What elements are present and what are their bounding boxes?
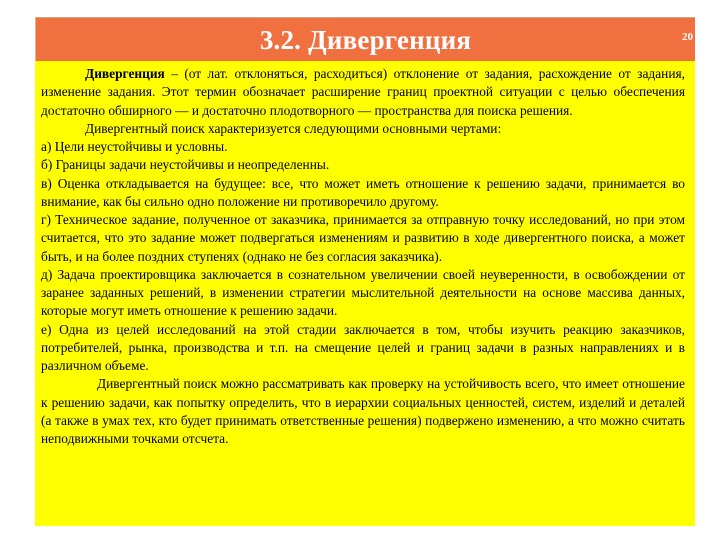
definition-term: Дивергенция — [85, 66, 165, 81]
feature-item: б) Границы задачи неустойчивы и неопределенны. — [41, 157, 330, 173]
slide-title: 3.2. Дивергенция — [259, 25, 472, 55]
page-number: 20 — [682, 31, 693, 43]
conclusion-paragraph: Дивергентный поиск можно рассматривать как проверку на устойчивость всего, что имеет отношение к решению задачи, как попытку определить, что в иерархии социальных ценностей, систем, изделий и деталей (а также в умах тех, кто будет принимать ответственные решения) подвержено изменению, а что можно считать неподвижными точками отсчета. — [41, 376, 685, 446]
slide-header — [35, 17, 695, 61]
definition-text: – (от лат. отклоняться, расходиться) отклонение от задания, расхождение от задания, изменение задания. Этот термин обозначает расширение границ проектной ситуации с целью обеспечения достаточно обширного — и достаточно плодотворного — пространства для поиска решения. — [41, 66, 685, 118]
features-intro: Дивергентный поиск характеризуется следующими основными чертами: — [85, 120, 502, 136]
feature-item: д) Задача проектировщика заключается в сознательном увеличении своей неуверенности, в освобождении от заранее заданных решений, в изменении стратегии мыслительной деятельности на основе массива данных, которые могут иметь отношение к решению задачи. — [41, 266, 685, 319]
feature-item: а) Цели неустойчивы и условны. — [41, 139, 228, 154]
feature-item: в) Оценка откладывается на будущее: все, что может иметь отношение к решению задачи, принимается во внимание, как бы сильно одно положение ни противоречило другому. — [41, 175, 685, 209]
feature-item: г) Техническое задание, полученное от заказчика, принимается за отправную точку исследований, но при этом считается, что это задание может подвергаться изменениям и развитию в ходе дивергентного поиска, а может быть, и на более поздних ступенях (однако не без согласия заказчика). — [41, 212, 685, 264]
feature-item: е) Одна из целей исследований на этой стадии заключается в том, чтобы изучить реакцию заказчиков, потребителей, рынка, производства и т.п. на смещение целей и границ задачи в разных направлениях и в различном объеме. — [41, 321, 685, 373]
slide-content — [35, 61, 695, 526]
definition-paragraph — [41, 65, 685, 120]
